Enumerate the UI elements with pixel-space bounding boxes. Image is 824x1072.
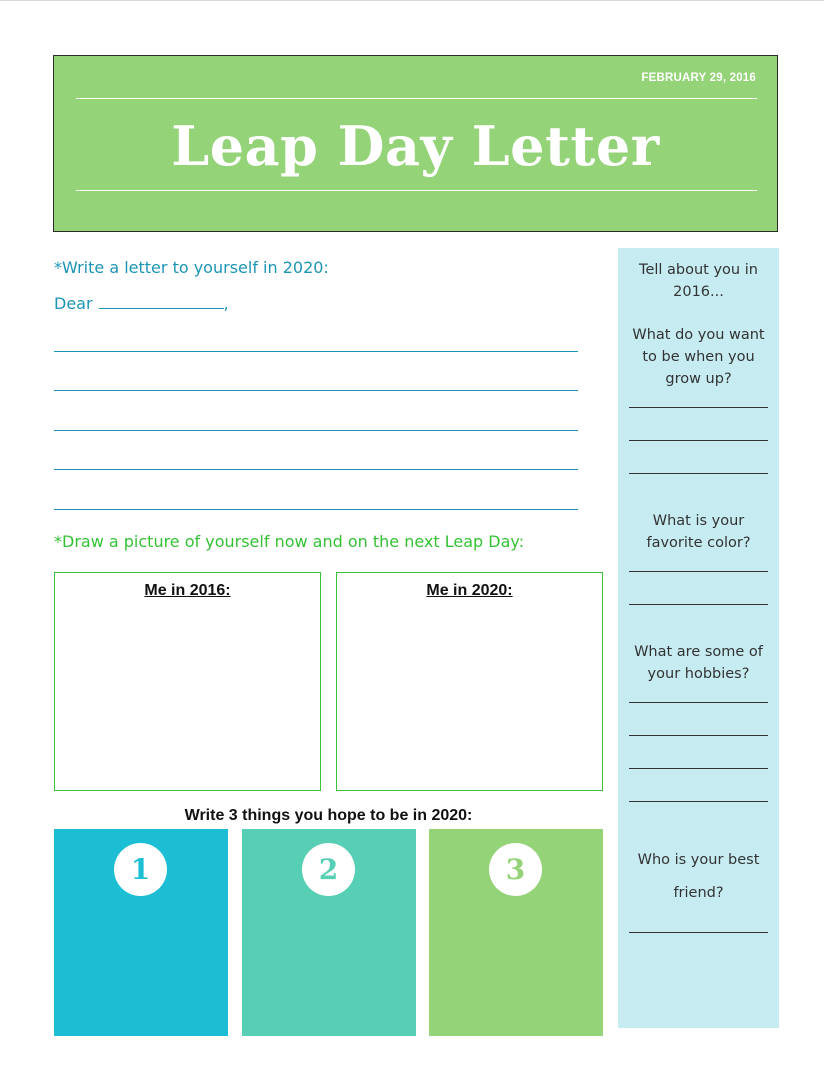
hope-number-3-badge: 3	[489, 843, 542, 896]
picture-box-2016-caption: Me in 2016:	[144, 582, 231, 599]
answer-line-color-1[interactable]	[629, 571, 768, 572]
answer-line-grow-up-1[interactable]	[629, 407, 768, 408]
question-favorite-color: What is your favorite color?	[646, 513, 751, 551]
answer-line-grow-up-2[interactable]	[629, 440, 768, 441]
letter-line-3[interactable]	[54, 430, 578, 431]
drawing-prompt: *Draw a picture of yourself now and on the next Leap Day:	[54, 532, 525, 551]
answer-line-color-2[interactable]	[629, 604, 768, 605]
hope-number-2-badge: 2	[302, 843, 355, 896]
about-you-sidebar	[618, 248, 779, 1028]
letter-prompt: *Write a letter to yourself in 2020:	[54, 258, 329, 277]
question-hobbies: What are some of your hobbies?	[634, 644, 763, 682]
answer-line-hobbies-4[interactable]	[629, 801, 768, 802]
letter-line-4[interactable]	[54, 469, 578, 470]
answer-line-grow-up-3[interactable]	[629, 473, 768, 474]
answer-line-hobbies-2[interactable]	[629, 735, 768, 736]
answer-line-hobbies-1[interactable]	[629, 702, 768, 703]
answer-line-hobbies-3[interactable]	[629, 768, 768, 769]
answer-line-best-friend[interactable]	[629, 932, 768, 933]
picture-box-2016[interactable]	[54, 572, 321, 791]
letter-line-5[interactable]	[54, 509, 578, 510]
page-title: Leap Day Letter	[171, 114, 660, 178]
hope-number-1-badge: 1	[114, 843, 167, 896]
header-banner	[53, 55, 778, 232]
page-top-border	[0, 0, 824, 1]
hopes-title: Write 3 things you hope to be in 2020:	[184, 807, 473, 824]
header-rule-bottom	[76, 190, 757, 191]
name-blank[interactable]	[99, 294, 224, 309]
salutation-comma: ,	[223, 294, 229, 313]
header-date: FEBRUARY 29, 2016	[641, 72, 756, 84]
letter-line-1[interactable]	[54, 351, 578, 352]
header-rule-top	[76, 98, 757, 99]
salutation-text: Dear	[54, 294, 93, 313]
picture-box-2020[interactable]	[336, 572, 603, 791]
question-best-friend-line1: Who is your best	[637, 852, 760, 868]
question-grow-up: What do you want to be when you grow up?	[632, 327, 765, 387]
question-best-friend-line2: friend?	[673, 885, 724, 901]
letter-line-2[interactable]	[54, 390, 578, 391]
picture-box-2020-caption: Me in 2020:	[426, 582, 513, 599]
hope-box-3[interactable]	[429, 829, 603, 1036]
salutation	[54, 294, 229, 313]
sidebar-intro: Tell about you in 2016...	[639, 262, 758, 300]
hope-box-1[interactable]	[54, 829, 228, 1036]
hope-box-2[interactable]	[242, 829, 416, 1036]
